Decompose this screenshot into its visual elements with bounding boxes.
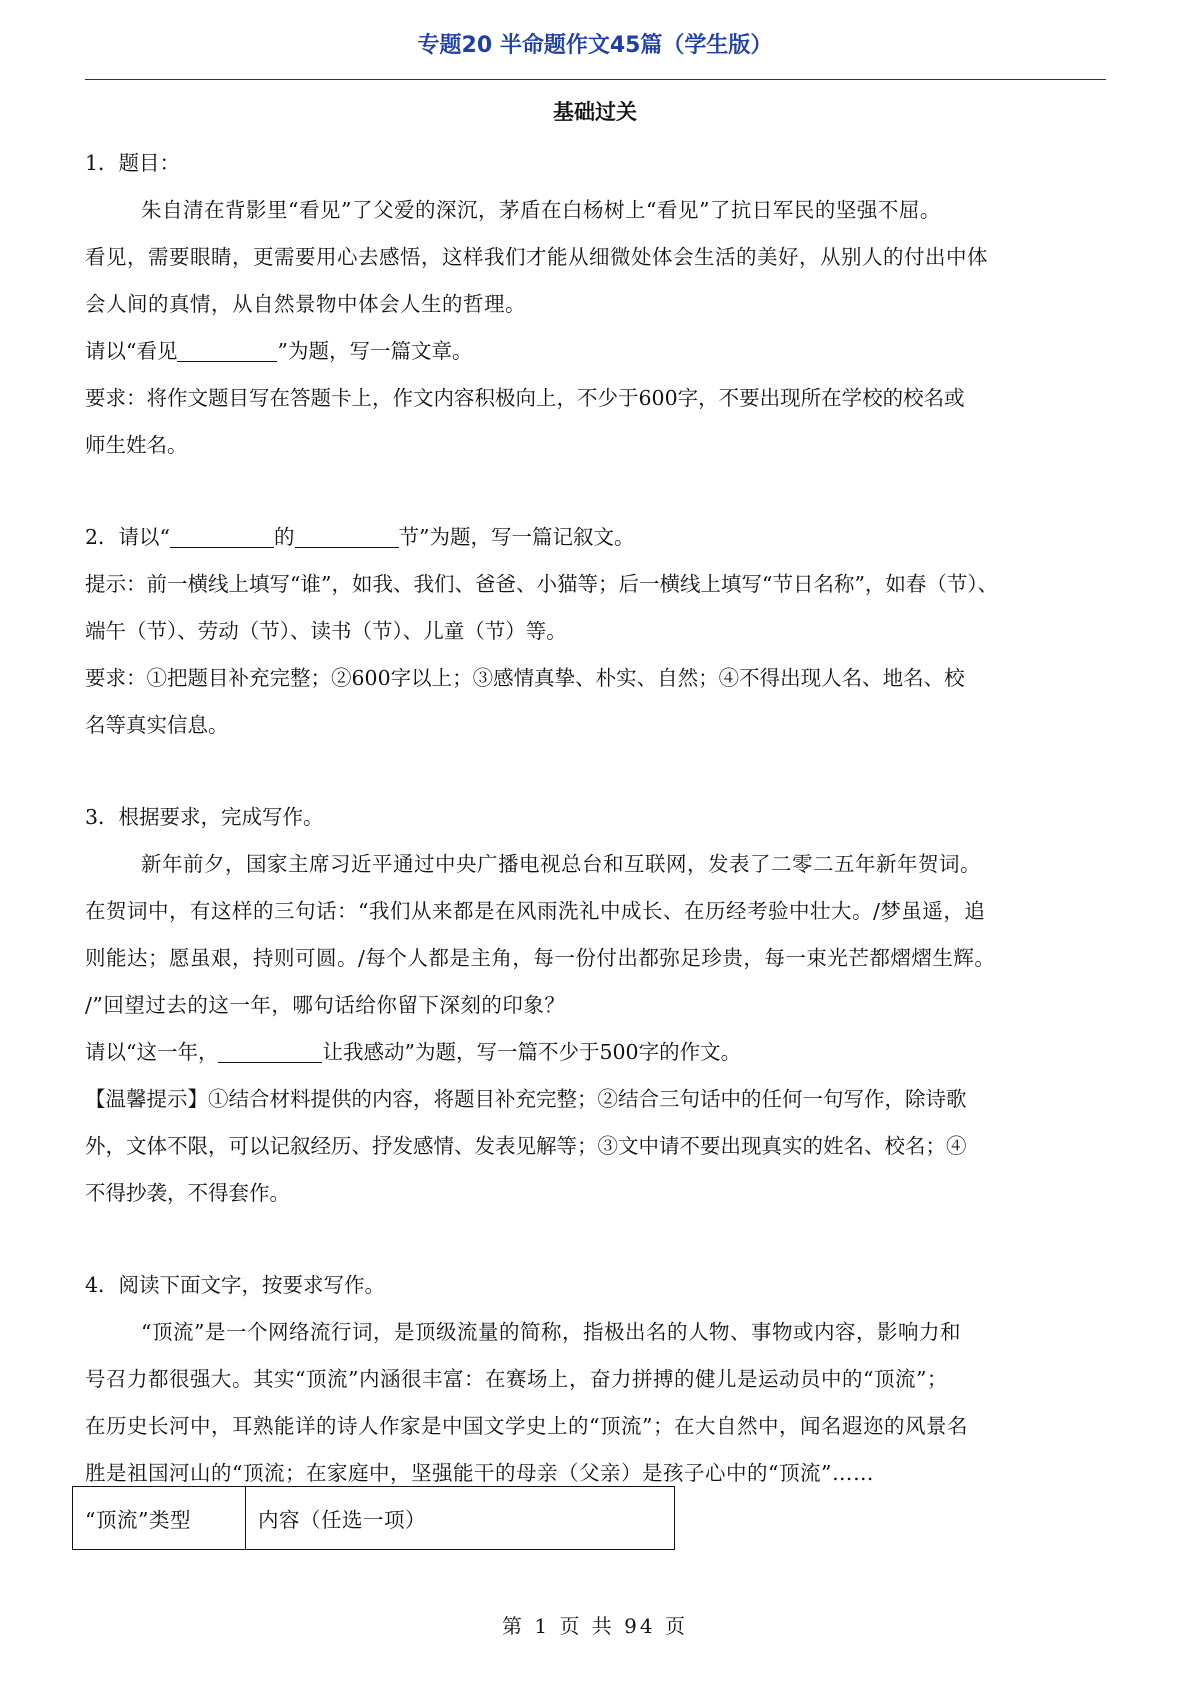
material-line: /”回望过去的这一年，哪句话给你留下深刻的印象？	[85, 993, 566, 1017]
table-row	[73, 1487, 675, 1550]
requirement-line: 要求：将作文题目写在答题卡上，作文内容积极向上，不少于600字，不要出现所在学校的校名或	[85, 386, 965, 410]
material-line: “顶流”是一个网络流行词，是顶级流量的简称，指极出名的人物、事物或内容，影响力和	[141, 1320, 961, 1344]
question-2	[85, 514, 1106, 749]
prompt-text: 让我感动”为题，写一篇不少于500字的作文。	[322, 1040, 742, 1064]
tip-line: 不得抄袭，不得套作。	[85, 1181, 290, 1205]
prompt-text: ”为题，写一篇文章。	[277, 339, 473, 363]
tip-line: 【温馨提示】①结合材料提供的内容，将题目补充完整；②结合三句话中的任何一句写作，除诗歌	[85, 1087, 967, 1111]
question-stem: 3．根据要求，完成写作。	[85, 805, 324, 829]
material-line: 则能达；愿虽艰，持则可圆。/每个人都是主角，每一份付出都弥足珍贵，每一束光芒都熠熠生辉。	[85, 946, 996, 970]
material-line: 在贺词中，有这样的三句话：“我们从来都是在风雨洗礼中成长、在历经考验中壮大。/梦虽遥，追	[85, 899, 986, 923]
prompt-text: 2．请以“	[85, 525, 171, 549]
document-body	[85, 140, 1106, 1542]
question-4	[85, 1262, 1106, 1497]
tip-line: 外，文体不限，可以记叙经历、抒发感情、发表见解等；③文中请不要出现真实的姓名、校名；④	[85, 1134, 967, 1158]
material-line: 会人间的真情，从自然景物中体会人生的哲理。	[85, 292, 526, 316]
fill-blank	[177, 360, 277, 362]
requirement-line: 师生姓名。	[85, 433, 188, 457]
material-line: 看见，需要眼睛，更需要用心去感悟，这样我们才能从细微处体会生活的美好，从别人的付出中体	[85, 245, 988, 269]
material-line: 朱自清在背影里“看见”了父爱的深沉，茅盾在白杨树上“看见”了抗日军民的坚强不屈。	[141, 198, 941, 222]
requirement-line: 名等真实信息。	[85, 713, 229, 737]
page-footer: 第 1 页 共 94 页	[502, 1614, 688, 1638]
header-divider	[85, 79, 1106, 80]
prompt-line	[85, 328, 1106, 375]
question-stem	[85, 514, 1106, 561]
prompt-line	[85, 1029, 1106, 1076]
requirement-line: 要求：①把题目补充完整；②600字以上；③感情真挚、朴实、自然；④不得出现人名、地名、校	[85, 666, 965, 690]
prompt-text: 请以“看见	[85, 339, 178, 363]
question-3	[85, 794, 1106, 1217]
tip-line: 提示：前一横线上填写“谁”，如我、我们、爸爸、小猫等；后一横线上填写“节日名称”，如春（节）、	[85, 572, 999, 596]
page-header-title: 专题20 半命题作文45篇（学生版）	[417, 33, 773, 58]
question-1	[85, 140, 1106, 469]
fill-blank	[170, 546, 274, 548]
fill-blank	[295, 546, 399, 548]
table-header-type: “顶流”类型	[73, 1487, 246, 1550]
material-line: 新年前夕，国家主席习近平通过中央广播电视总台和互联网，发表了二零二五年新年贺词。	[141, 852, 981, 876]
question-stem: 1．题目：	[85, 151, 181, 175]
prompt-text: 节”为题，写一篇记叙文。	[398, 525, 635, 549]
prompt-text: 的	[274, 525, 295, 549]
topic-table	[72, 1486, 675, 1550]
table-header-content: 内容（任选一项）	[246, 1487, 675, 1550]
section-title: 基础过关	[553, 100, 637, 124]
material-line: 号召力都很强大。其实“顶流”内涵很丰富：在赛场上，奋力拼搏的健儿是运动员中的“顶流”；	[85, 1367, 948, 1391]
tip-line: 端午（节）、劳动（节）、读书（节）、儿童（节）等。	[85, 619, 567, 643]
fill-blank	[218, 1061, 322, 1063]
material-line: 胜是祖国河山的“顶流；在家庭中，坚强能干的母亲（父亲）是孩子心中的“顶流”……	[85, 1461, 874, 1485]
prompt-text: 请以“这一年，	[85, 1040, 219, 1064]
question-stem: 4．阅读下面文字，按要求写作。	[85, 1273, 386, 1297]
material-line: 在历史长河中，耳熟能详的诗人作家是中国文学史上的“顶流”；在大自然中，闻名遐迩的风景名	[85, 1414, 968, 1438]
